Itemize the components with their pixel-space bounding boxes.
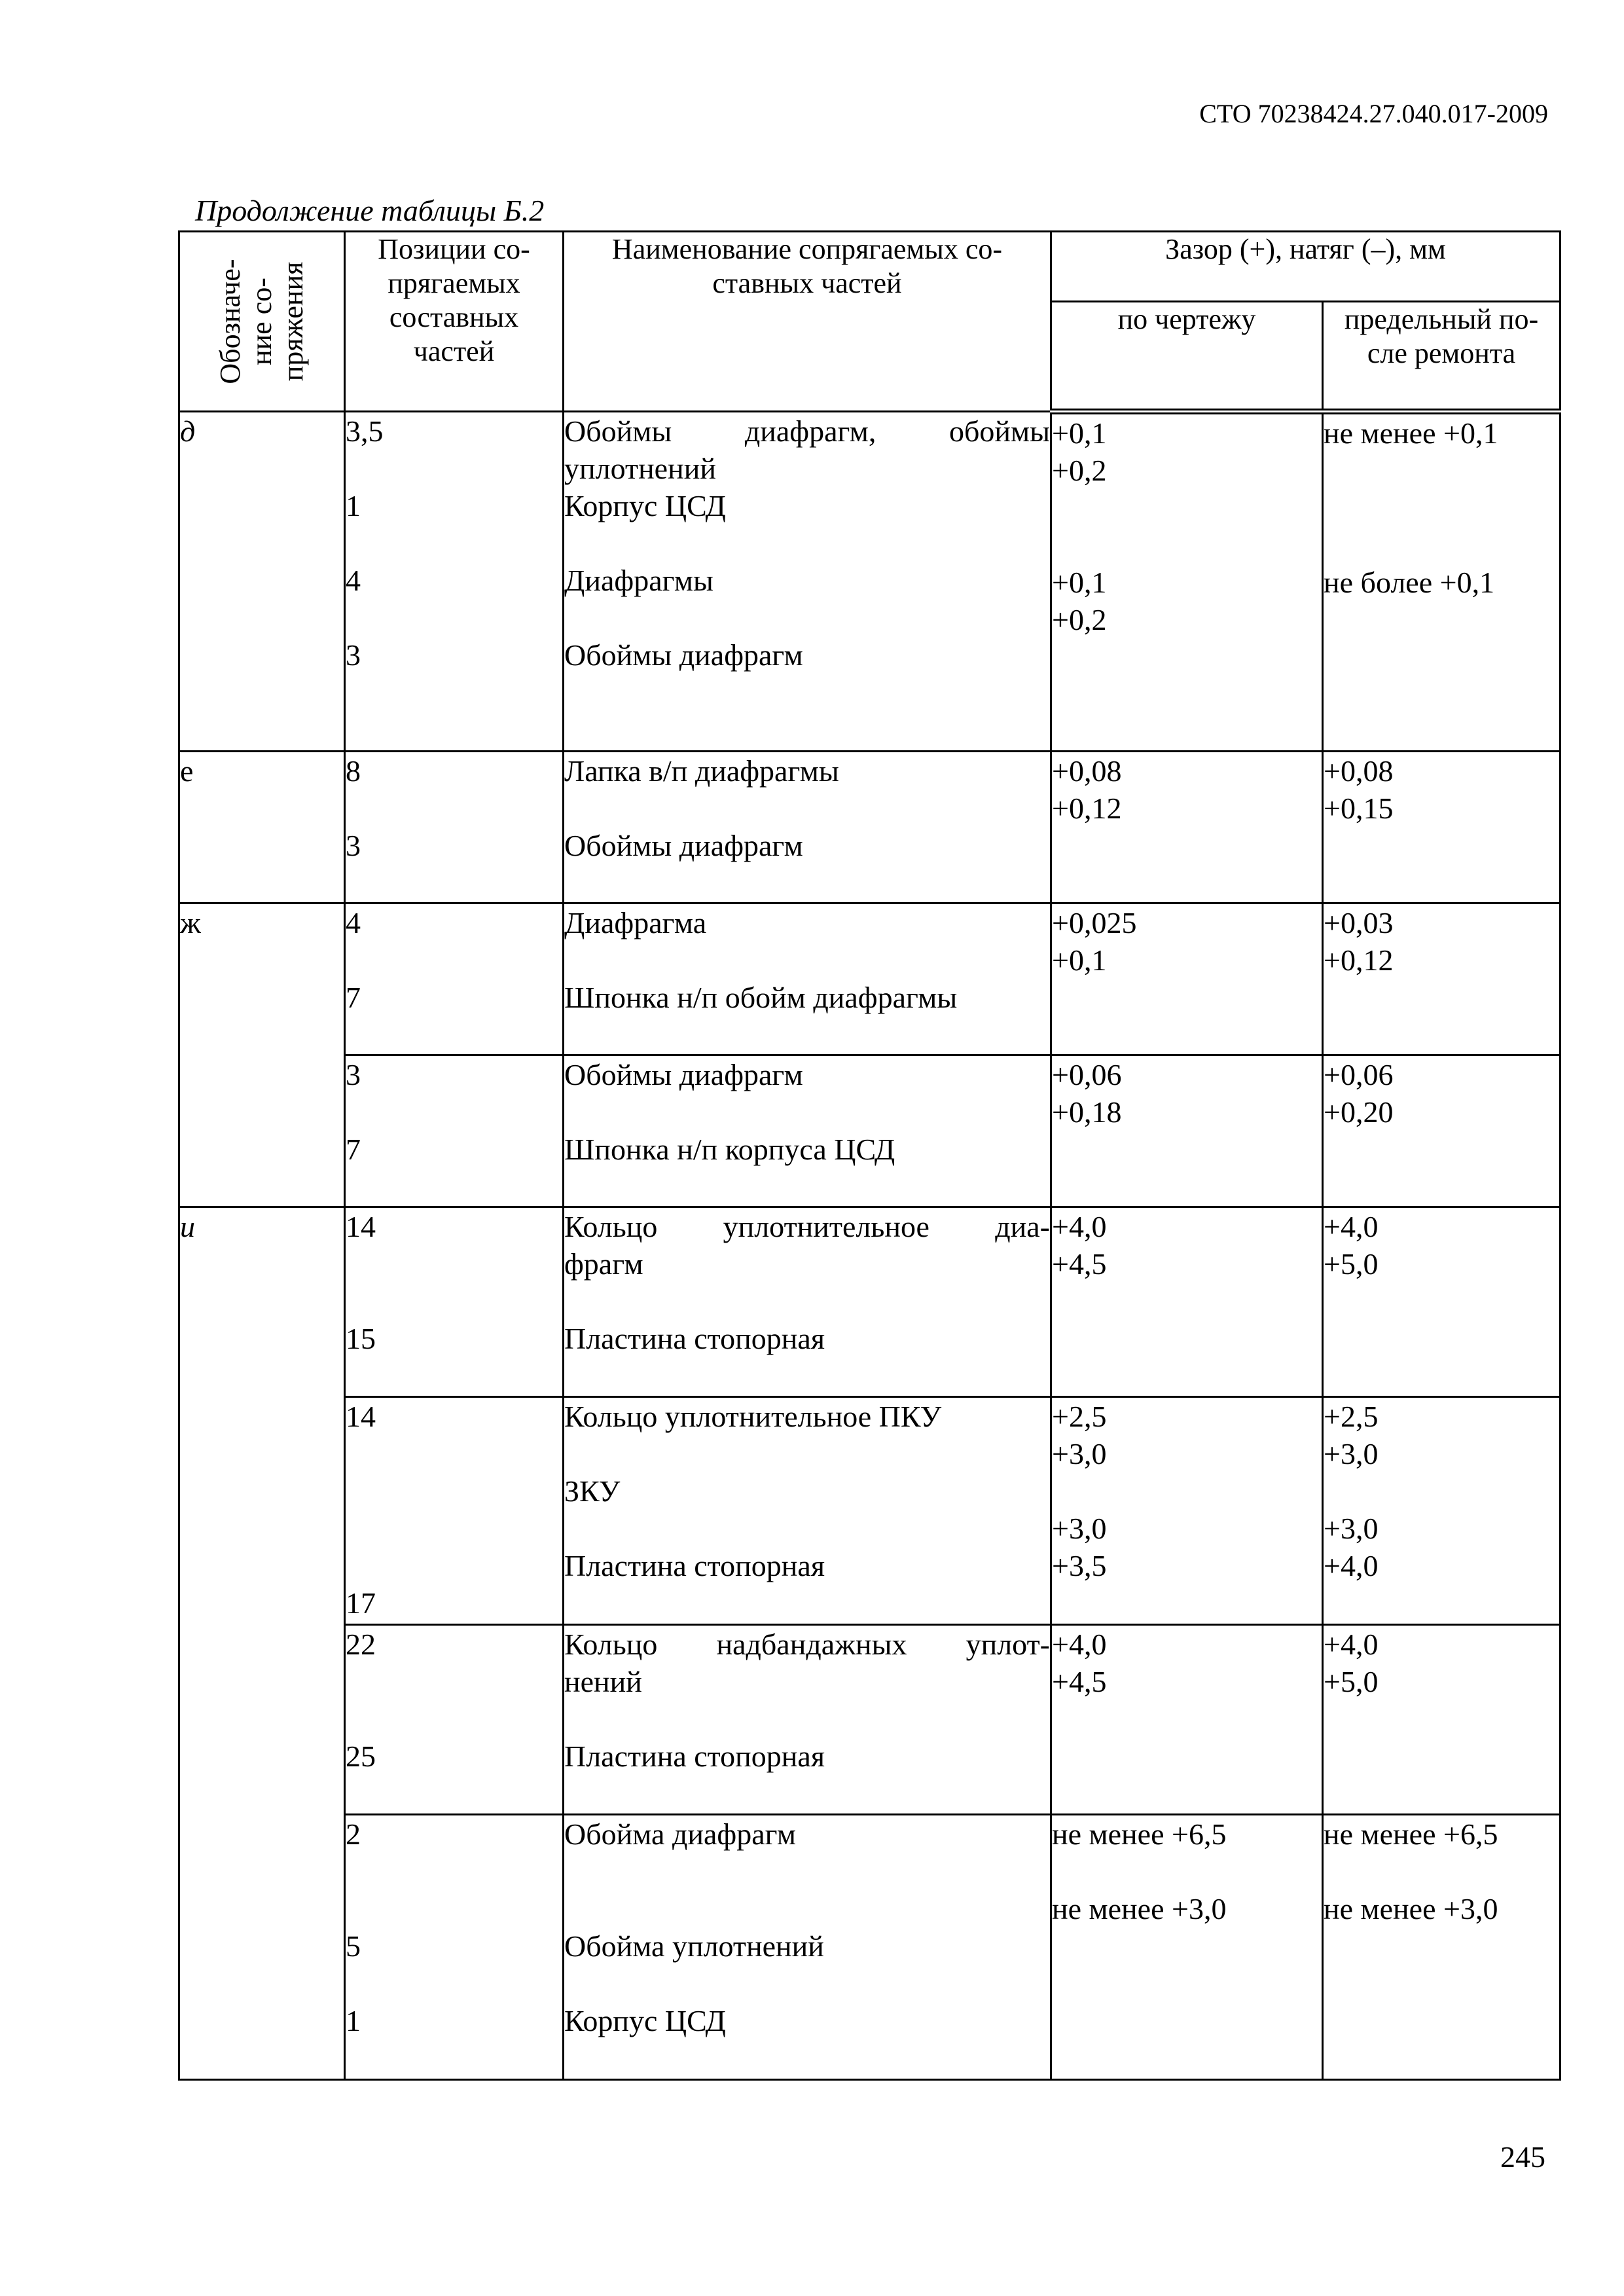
drawing-value-line: +0,2 (1052, 603, 1107, 636)
position-line: 22 (346, 1628, 376, 1661)
table-caption: Продолжение таблицы Б.2 (195, 194, 545, 227)
table-row (179, 903, 1561, 1055)
limit-value-line: +3,0 (1324, 1512, 1379, 1545)
limit-value-line: +3,0 (1324, 1437, 1379, 1470)
name-line (564, 599, 1050, 636)
limit-value-line (1324, 452, 1559, 489)
name-line: Пластина стопорная (564, 1322, 825, 1355)
position-line: 7 (346, 1133, 361, 1166)
name-cell (564, 752, 1051, 903)
drawing-value-cell (1051, 1625, 1323, 1815)
position-line (346, 599, 562, 636)
name-line (564, 1700, 1050, 1738)
positions-cell (345, 1397, 564, 1625)
header-by-drawing-label: по чертежу (1117, 303, 1256, 335)
position-line (346, 1853, 562, 1890)
name-line: Пластина стопорная (564, 1549, 825, 1582)
name-cell (564, 1625, 1051, 1815)
position-line: 1 (346, 2004, 361, 2037)
position-line: 25 (346, 1740, 376, 1773)
limit-value-line: +0,12 (1324, 943, 1394, 977)
positions-cell (345, 1625, 564, 1815)
header-designation (179, 232, 345, 412)
designation-text: д (180, 414, 196, 448)
drawing-value-line: не менее +3,0 (1052, 1892, 1227, 1925)
limit-value-cell (1323, 903, 1561, 1055)
limit-value-line: +2,5 (1324, 1400, 1379, 1433)
position-line: 3 (346, 638, 361, 672)
designation-text: и (180, 1210, 195, 1243)
drawing-value-cell (1051, 903, 1323, 1055)
drawing-value-cell (1051, 412, 1323, 752)
drawing-value-line: +0,2 (1052, 454, 1107, 487)
name-line: фрагм (564, 1247, 643, 1281)
drawing-value-cell (1051, 752, 1323, 903)
header-gap-label: Зазор (+), натяг (–), мм (1165, 233, 1446, 265)
limit-value-line (1324, 1472, 1559, 1510)
name-line: Кольцо уплотнительное ПКУ (564, 1400, 942, 1433)
position-line (346, 1547, 562, 1584)
position-line (346, 1283, 562, 1320)
name-line: Диафрагмы (564, 564, 713, 597)
position-line: 8 (346, 754, 361, 788)
limit-value-line: не менее +3,0 (1324, 1892, 1498, 1925)
limit-value-line: +0,15 (1324, 792, 1394, 825)
name-line: Обойма уплотнений (564, 1929, 824, 1963)
designation-text: е (180, 754, 194, 788)
table-row (179, 1207, 1561, 1397)
name-line: Обоймы диафрагм (564, 829, 803, 862)
drawing-value-line: +4,5 (1052, 1665, 1107, 1698)
drawing-value-line: +4,0 (1052, 1210, 1107, 1243)
name-line (564, 1890, 1050, 1927)
designation-cell (179, 903, 345, 1207)
limit-value-line: +0,03 (1324, 906, 1394, 939)
name-line (564, 1435, 1050, 1472)
position-line (346, 1093, 562, 1131)
positions-cell (345, 752, 564, 903)
position-line: 5 (346, 1929, 361, 1963)
limit-value-cell (1323, 1207, 1561, 1397)
designation-cell (179, 1207, 345, 2080)
position-line (346, 1435, 562, 1472)
name-line: Кольцо надбандажных уплот- (564, 1628, 1050, 1661)
name-line: Корпус ЦСД (564, 2004, 726, 2037)
positions-cell (345, 412, 564, 752)
position-line: 3 (346, 1058, 361, 1091)
limit-value-cell (1323, 1625, 1561, 1815)
position-line: 15 (346, 1322, 376, 1355)
name-cell (564, 1055, 1051, 1207)
name-line: Шпонка н/п корпуса ЦСД (564, 1133, 895, 1166)
position-line (346, 1663, 562, 1700)
limit-value-line (1324, 489, 1559, 526)
limit-value-cell (1323, 412, 1561, 752)
table-body (179, 412, 1561, 2080)
position-line: 14 (346, 1210, 376, 1243)
limit-value-line: не менее +0,1 (1324, 416, 1498, 450)
drawing-value-line: +3,0 (1052, 1437, 1107, 1470)
page-number: 245 (1500, 2140, 1545, 2174)
drawing-value-line (1052, 526, 1322, 564)
header-by-drawing (1051, 302, 1323, 412)
drawing-value-line (1052, 1853, 1322, 1890)
position-line (346, 450, 562, 487)
positions-cell (345, 1815, 564, 2080)
position-line: 14 (346, 1400, 376, 1433)
drawing-value-line: +4,5 (1052, 1247, 1107, 1281)
position-line (346, 1472, 562, 1510)
name-cell (564, 1815, 1051, 2080)
table-row (179, 1625, 1561, 1815)
limit-value-line: +5,0 (1324, 1247, 1379, 1281)
drawing-value-line: +2,5 (1052, 1400, 1107, 1433)
limit-value-line: +0,20 (1324, 1095, 1394, 1129)
position-line (346, 790, 562, 827)
designation-cell (179, 412, 345, 752)
limit-value-line (1324, 1853, 1559, 1890)
position-line: 3,5 (346, 414, 384, 448)
name-cell (564, 1207, 1051, 1397)
limit-value-line: +4,0 (1324, 1549, 1379, 1582)
name-line (564, 1965, 1050, 2002)
drawing-value-line: +0,06 (1052, 1058, 1122, 1091)
positions-cell (345, 1055, 564, 1207)
name-line (564, 1853, 1050, 1890)
header-limit-label: предельный по-сле ремонта (1344, 303, 1539, 369)
drawing-value-line: +0,1 (1052, 416, 1107, 450)
drawing-value-line (1052, 1472, 1322, 1510)
drawing-value-line: +0,1 (1052, 943, 1107, 977)
header-name-label: Наименование сопрягаемых со-ставных частей (611, 233, 1003, 299)
table-row (179, 1815, 1561, 2080)
header-name (564, 232, 1051, 412)
table-row (179, 1397, 1561, 1625)
positions-cell (345, 1207, 564, 1397)
name-line: нений (564, 1665, 642, 1698)
limit-value-cell (1323, 1055, 1561, 1207)
limit-value-line: +4,0 (1324, 1210, 1379, 1243)
table-row (179, 412, 1561, 752)
drawing-value-line: +0,08 (1052, 754, 1122, 788)
name-line (564, 1093, 1050, 1131)
limit-value-line: +4,0 (1324, 1628, 1379, 1661)
drawing-value-line: +0,1 (1052, 566, 1107, 599)
position-line (346, 1890, 562, 1927)
position-line (346, 1510, 562, 1547)
name-line (564, 524, 1050, 562)
name-line: Кольцо уплотнительное диа- (564, 1210, 1050, 1243)
position-line (346, 1965, 562, 2002)
table-row (179, 1055, 1561, 1207)
drawing-value-line: +0,025 (1052, 906, 1137, 939)
positions-cell (345, 903, 564, 1055)
drawing-value-line: +4,0 (1052, 1628, 1107, 1661)
name-line: Пластина стопорная (564, 1740, 825, 1773)
position-line: 4 (346, 564, 361, 597)
header-limit-after-repair (1323, 302, 1561, 412)
limit-value-line: +0,08 (1324, 754, 1394, 788)
name-line: Диафрагма (564, 906, 707, 939)
table-row (179, 752, 1561, 903)
position-line (346, 941, 562, 979)
name-line: Лапка в/п диафрагмы (564, 754, 839, 788)
name-line: Обойма диафрагм (564, 1817, 796, 1851)
drawing-value-line: +0,18 (1052, 1095, 1122, 1129)
drawing-value-line: +0,12 (1052, 792, 1122, 825)
position-line (346, 1700, 562, 1738)
drawing-value-line: не менее +6,5 (1052, 1817, 1227, 1851)
name-cell (564, 412, 1051, 752)
name-line (564, 941, 1050, 979)
name-line: ЗКУ (564, 1474, 621, 1508)
limit-value-line: +5,0 (1324, 1665, 1379, 1698)
header-positions-label: Позиции со-прягаемых составных частей (378, 233, 530, 367)
position-line: 2 (346, 1817, 361, 1851)
drawing-value-cell (1051, 1397, 1323, 1625)
position-line: 17 (346, 1586, 376, 1620)
limit-value-line (1324, 526, 1559, 564)
drawing-value-cell (1051, 1055, 1323, 1207)
position-line: 4 (346, 906, 361, 939)
name-line (564, 1283, 1050, 1320)
position-line: 1 (346, 489, 361, 522)
name-line: Шпонка н/п обойм диафрагмы (564, 981, 958, 1014)
drawing-value-cell (1051, 1815, 1323, 2080)
drawing-value-line (1052, 489, 1322, 526)
mating-parts-table (178, 230, 1561, 2081)
name-cell (564, 903, 1051, 1055)
name-cell (564, 1397, 1051, 1625)
position-line (346, 1245, 562, 1283)
limit-value-cell (1323, 1815, 1561, 2080)
drawing-value-line: +3,5 (1052, 1549, 1107, 1582)
name-line: Обоймы диафрагм (564, 638, 803, 672)
position-line (346, 524, 562, 562)
name-line (564, 1510, 1050, 1547)
limit-value-line: не более +0,1 (1324, 566, 1495, 599)
designation-text: ж (180, 906, 201, 939)
designation-cell (179, 752, 345, 903)
name-line: Корпус ЦСД (564, 489, 726, 522)
name-line: уплотнений (564, 452, 716, 485)
position-line: 3 (346, 829, 361, 862)
drawing-value-line: +3,0 (1052, 1512, 1107, 1545)
drawing-value-cell (1051, 1207, 1323, 1397)
document-code: СТО 70238424.27.040.017-2009 (1199, 99, 1548, 128)
header-gap (1051, 232, 1561, 302)
limit-value-line: не менее +6,5 (1324, 1817, 1498, 1851)
name-line: Обоймы диафрагм, обоймы (564, 414, 1050, 448)
limit-value-cell (1323, 1397, 1561, 1625)
name-line (564, 790, 1050, 827)
limit-value-cell (1323, 752, 1561, 903)
limit-value-line: +0,06 (1324, 1058, 1394, 1091)
header-designation-label: Обозначе-ние со-пряжения (214, 259, 309, 384)
name-line: Обоймы диафрагм (564, 1058, 803, 1091)
position-line: 7 (346, 981, 361, 1014)
header-positions (345, 232, 564, 412)
